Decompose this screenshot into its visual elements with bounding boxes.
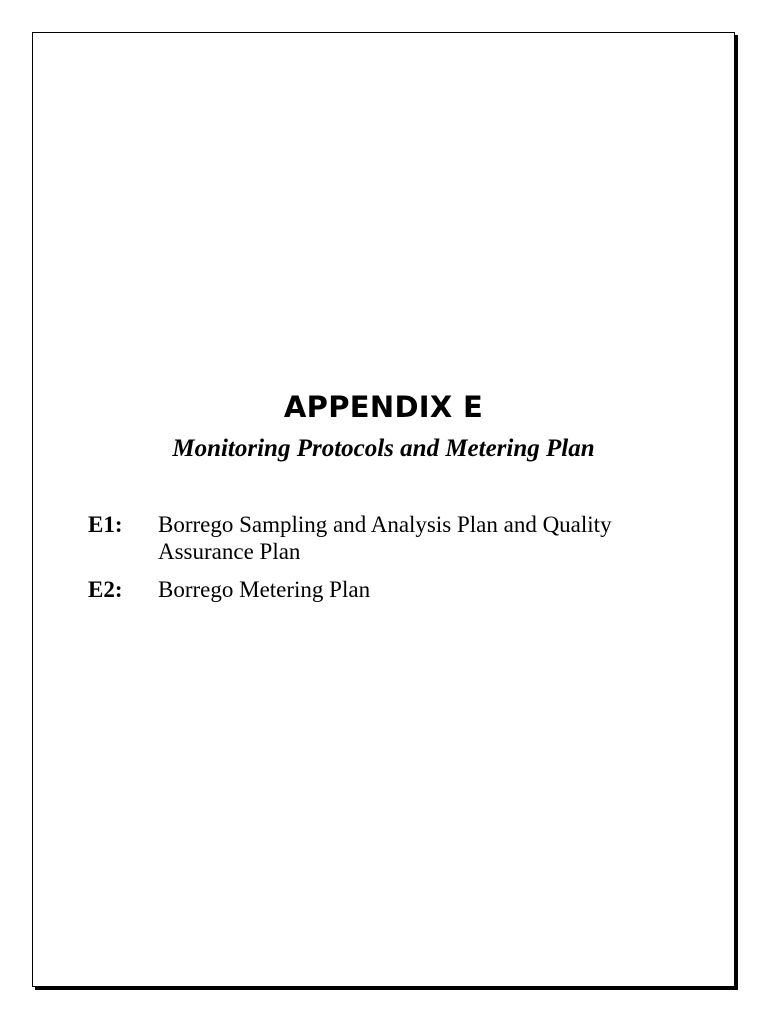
entry-text: Borrego Metering Plan — [158, 577, 371, 602]
appendix-title: APPENDIX E — [283, 390, 484, 424]
appendix-entry-e2 — [88, 576, 708, 603]
appendix-entry-list — [88, 511, 708, 614]
entry-code: E1: — [88, 512, 123, 537]
entry-text: Borrego Sampling and Analysis Plan and Quality Assurance Plan — [158, 512, 612, 564]
appendix-entry-e1 — [88, 511, 708, 565]
entry-code: E2: — [88, 577, 123, 602]
page-frame — [32, 32, 735, 987]
appendix-subtitle: Monitoring Protocols and Metering Plan — [172, 435, 595, 462]
